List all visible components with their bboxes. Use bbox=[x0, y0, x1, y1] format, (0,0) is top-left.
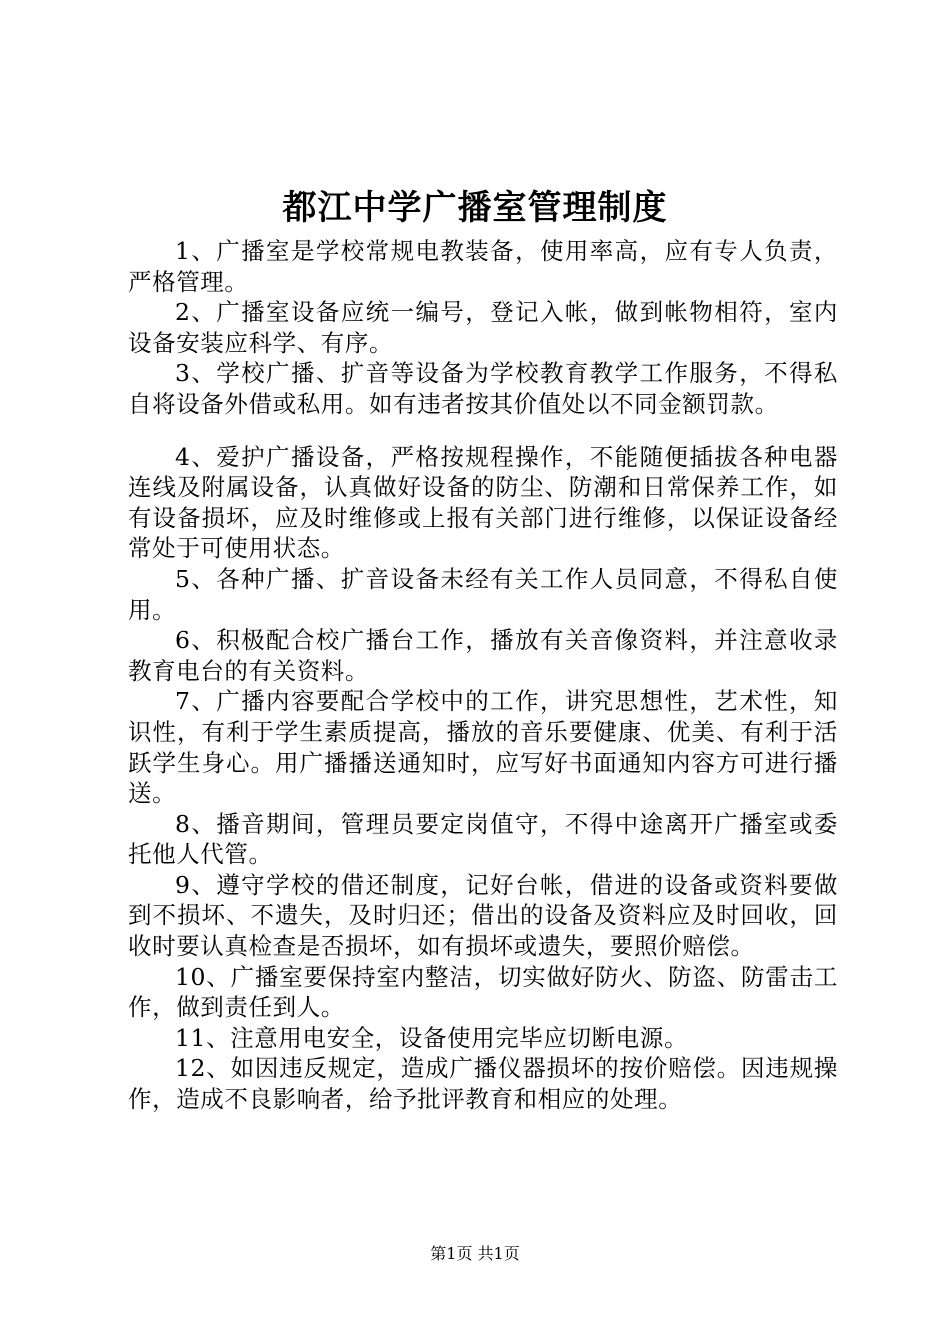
paragraph-12: 12、如因违反规定，造成广播仪器损坏的按价赔偿。因违规操作，造成不良影响者，给予批评教育和相应的处理。 bbox=[128, 1054, 838, 1114]
paragraph-7: 7、广播内容要配合学校中的工作，讲究思想性，艺术性，知识性，有利于学生素质提高，播放的音乐要健康、优美、有利于活跃学生身心。用广播播送通知时，应写好书面通知内容方可进行播送。 bbox=[128, 687, 838, 808]
paragraph-2: 2、广播室设备应统一编号，登记入帐，做到帐物相符，室内设备安装应科学、有序。 bbox=[128, 298, 838, 357]
page-footer: 第1页 共1页 bbox=[430, 1244, 520, 1263]
paragraph-6: 6、积极配合校广播台工作，播放有关音像资料，并注意收录教育电台的有关资料。 bbox=[128, 626, 838, 685]
paragraph-1: 1、广播室是学校常规电教装备，使用率高，应有专人负责，严格管理。 bbox=[128, 237, 838, 296]
paragraph-3: 3、学校广播、扩音等设备为学校教育教学工作服务，不得私自将设备外借或私用。如有违者按其价值处以不同金额罚款。 bbox=[128, 359, 838, 418]
paragraph-9: 9、遵守学校的借还制度，记好台帐，借进的设备或资料要做到不损坏、不遗失，及时归还；借出的设备及资料应及时回收，回收时要认真检查是否损坏，如有损坏或遗失，要照价赔偿。 bbox=[128, 870, 838, 961]
paragraph-4: 4、爱护广播设备，严格按规程操作，不能随便插拔各种电器连线及附属设备，认真做好设备的防尘、防潮和日常保养工作，如有设备损坏，应及时维修或上报有关部门进行维修，以保证设备经常处于可使用状态。 bbox=[128, 442, 838, 563]
paragraph-10: 10、广播室要保持室内整洁，切实做好防火、防盗、防雷击工作，做到责任到人。 bbox=[128, 962, 838, 1022]
paragraph-5: 5、各种广播、扩音设备未经有关工作人员同意，不得私自使用。 bbox=[128, 564, 838, 624]
paragraph-8: 8、播音期间，管理员要定岗值守，不得中途离开广播室或委托他人代管。 bbox=[128, 809, 838, 869]
document-body bbox=[128, 236, 838, 1115]
paragraph-11: 11、注意用电安全，设备使用完毕应切断电源。 bbox=[175, 1023, 689, 1052]
document-title: 都江中学广播室管理制度 bbox=[282, 188, 668, 228]
